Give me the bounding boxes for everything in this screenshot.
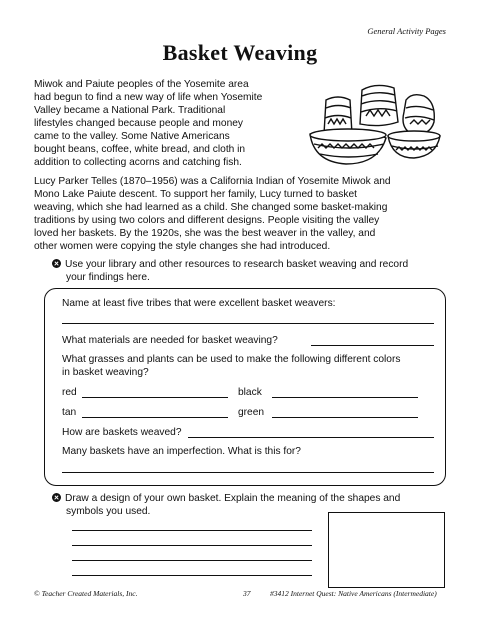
page-title: Basket Weaving — [162, 40, 318, 65]
answer-line-tribes[interactable] — [62, 323, 434, 324]
footer-copyright: © Teacher Created Materials, Inc. — [34, 589, 138, 598]
bullet-icon — [52, 259, 61, 268]
answer-line-design-2[interactable] — [72, 545, 312, 546]
baskets-illustration — [306, 74, 446, 166]
answer-line-green[interactable] — [272, 417, 418, 418]
answer-line-tan[interactable] — [82, 417, 228, 418]
answer-line-design-1[interactable] — [72, 530, 312, 531]
design-instruction: Draw a design of your own basket. Explain the meaning of the shapes and symbols you used. — [52, 492, 452, 518]
drawing-box[interactable] — [328, 512, 445, 588]
answer-line-design-4[interactable] — [72, 575, 312, 576]
color-label-tan: tan — [62, 407, 77, 418]
footer-book-title: #3412 Internet Quest: Native Americans (Intermediate) — [270, 589, 437, 598]
question-colors: What grasses and plants can be used to make the following different colors in basket weaving? — [62, 354, 401, 378]
intro-paragraph: Miwok and Paiute peoples of the Yosemite area had begun to find a new way of life when Yosemite Valley became a National Park. Traditional lifestyles changed because people and money came to the valley. Some Native Americans bought beans, coffee, white bread, and cloth in addition to collecting acorns and catching fish. — [34, 79, 263, 168]
question-materials: What materials are needed for basket weaving? — [62, 335, 278, 346]
biography-paragraph: Lucy Parker Telles (1870–1956) was a California Indian of Yosemite Miwok and Mono Lake Paiute descent. To support her family, Lucy turned to basket weaving, which she had learned as a child. She changed some basket-making traditions by using two colors and different designs. People visiting the valley loved her baskets. By the 1920s, she was the best weaver in the valley, and other women were copying the style changes she had introduced. — [34, 176, 391, 252]
page-number: 37 — [243, 589, 251, 598]
question-tribes: Name at least five tribes that were excellent basket weavers: — [62, 298, 336, 309]
section-header: General Activity Pages — [367, 26, 446, 36]
question-imperfection: Many baskets have an imperfection. What is this for? — [62, 446, 301, 457]
answer-line-materials[interactable] — [311, 345, 434, 346]
answer-line-imperfection[interactable] — [62, 472, 434, 473]
research-instruction: Use your library and other resources to research basket weaving and record your findings here. — [52, 258, 452, 284]
answer-line-weaving[interactable] — [188, 437, 434, 438]
color-label-black: black — [238, 387, 262, 398]
color-label-red: red — [62, 387, 77, 398]
bullet-icon — [52, 493, 61, 502]
answer-line-black[interactable] — [272, 397, 418, 398]
answer-line-design-3[interactable] — [72, 560, 312, 561]
color-label-green: green — [238, 407, 265, 418]
question-weaving: How are baskets weaved? — [62, 427, 182, 438]
answer-line-red[interactable] — [82, 397, 228, 398]
